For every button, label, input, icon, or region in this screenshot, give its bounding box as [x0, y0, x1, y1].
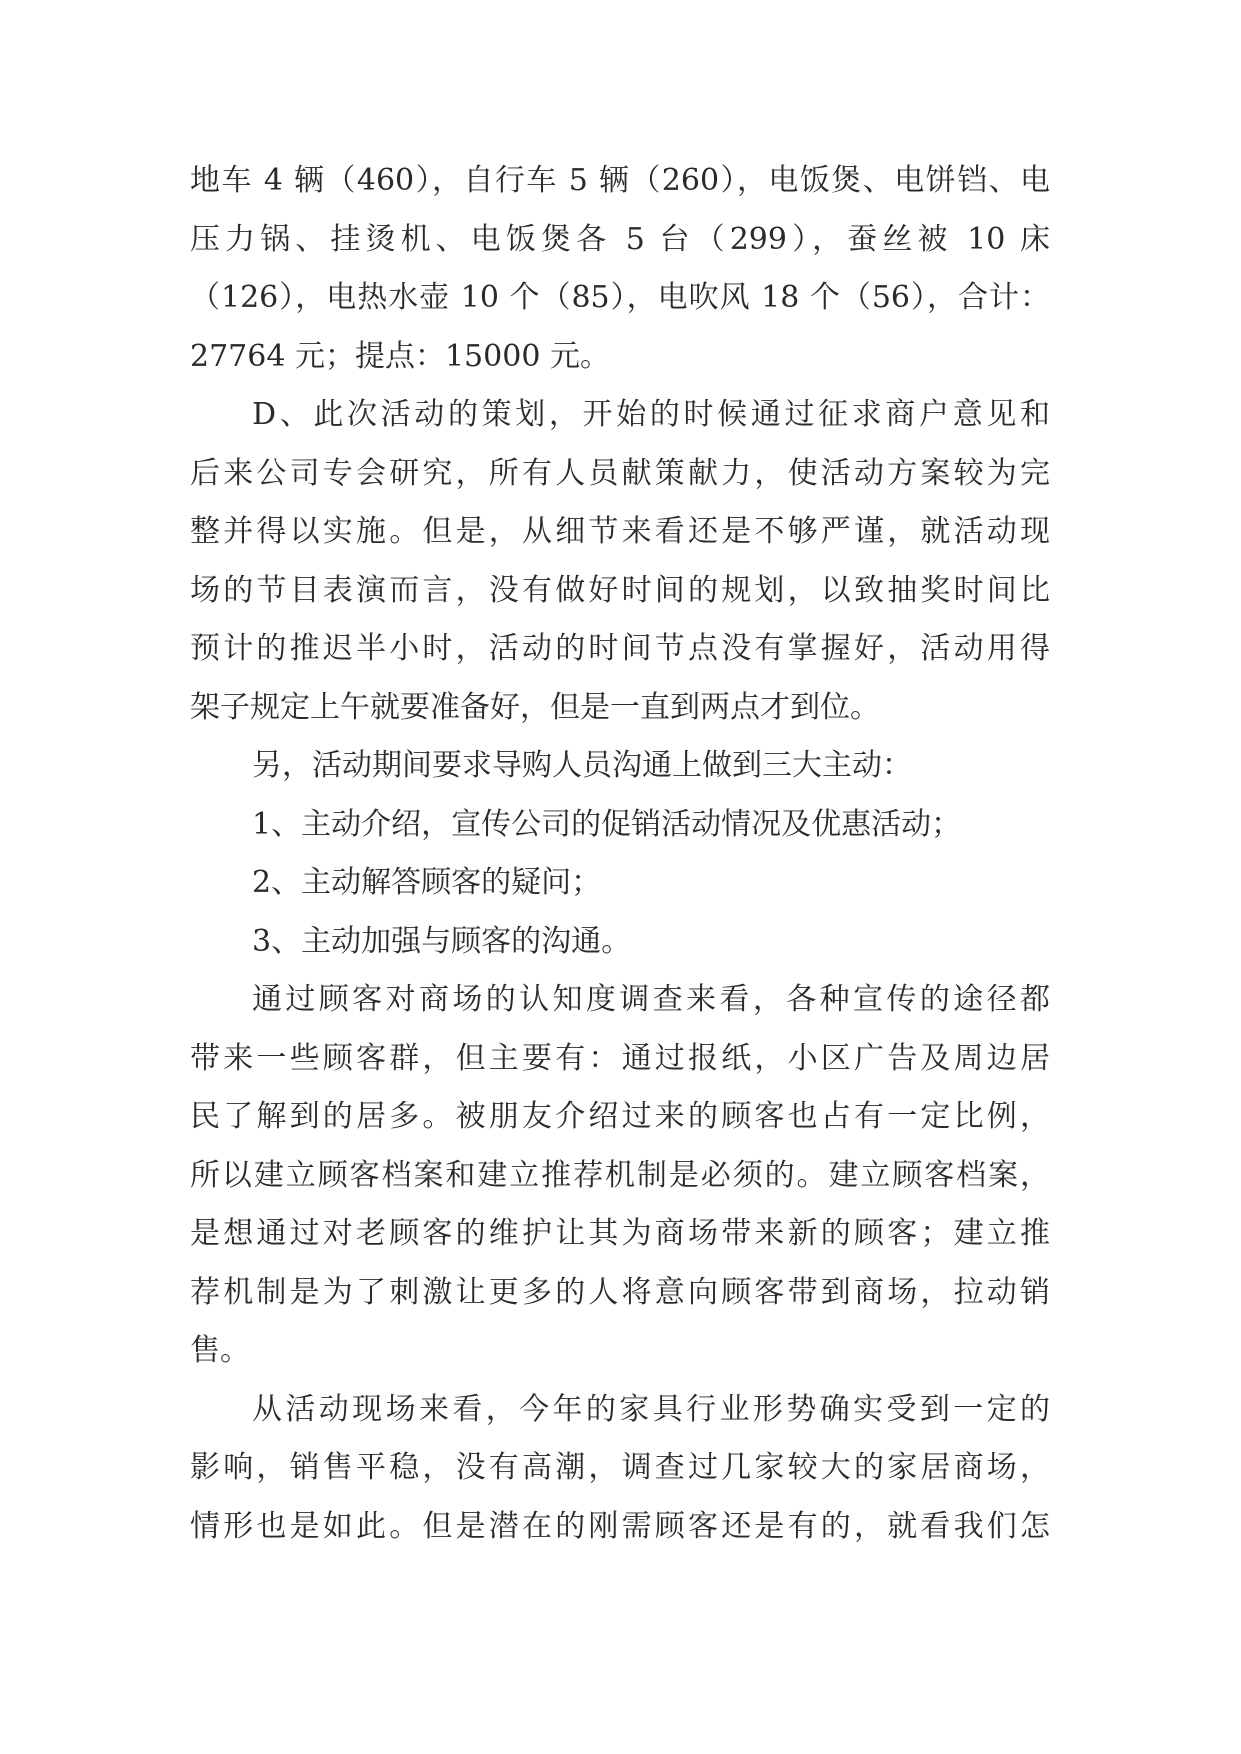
text-line: 情形也是如此。但是潜在的刚需顾客还是有的，就看我们怎 — [190, 1508, 1050, 1544]
list-item-3 — [190, 913, 1050, 972]
list-item-1 — [190, 796, 1050, 855]
text-line: 压力锅、挂烫机、电饭煲各 5 台（299），蚕丝被 10 床 — [190, 221, 1050, 257]
text-line: 预计的推迟半小时，活动的时间节点没有掌握好，活动用得 — [190, 631, 1050, 666]
text-line: 另，活动期间要求导购人员沟通上做到三大主动： — [252, 748, 912, 783]
paragraph-market-situation — [190, 1381, 1050, 1557]
list-item-2 — [190, 854, 1050, 913]
text-line: 带来一些顾客群，但主要有：通过报纸，小区广告及周边居 — [190, 1040, 1050, 1076]
text-line: 后来公司专会研究，所有人员献策献力，使活动方案较为完 — [190, 455, 1050, 491]
text-line: 通过顾客对商场的认知度调查来看，各种宣传的途径都 — [252, 982, 1050, 1017]
text-line: 1、主动介绍，宣传公司的促销活动情况及优惠活动； — [252, 806, 962, 842]
text-line: 场的节目表演而言，没有做好时间的规划，以致抽奖时间比 — [190, 572, 1050, 608]
text-line: 售。 — [190, 1333, 250, 1368]
text-line: 是想通过对老顾客的维护让其为商场带来新的顾客；建立推 — [190, 1216, 1050, 1251]
document-page — [190, 152, 1050, 1556]
paragraph-customer-survey — [190, 971, 1050, 1381]
text-line: 架子规定上午就要准备好，但是一直到两点才到位。 — [190, 689, 880, 725]
text-line: 3、主动加强与顾客的沟通。 — [252, 923, 632, 959]
text-line: （126），电热水壶 10 个（85），电吹风 18 个（56），合计： — [190, 280, 1050, 315]
paragraph-three-initiatives-intro — [190, 737, 1050, 796]
text-line: 27764 元；提点：15000 元。 — [190, 338, 610, 374]
paragraph-planning-review — [190, 386, 1050, 737]
text-line: 2、主动解答顾客的疑问； — [252, 865, 602, 900]
text-line: 民了解到的居多。被朋友介绍过来的顾客也占有一定比例， — [190, 1099, 1050, 1134]
text-line: D、此次活动的策划，开始的时候通过征求商户意见和 — [252, 397, 1050, 432]
text-line: 整并得以实施。但是，从细节来看还是不够严谨，就活动现 — [190, 514, 1050, 549]
text-line: 影响，销售平稳，没有高潮，调查过几家较大的家居商场， — [190, 1450, 1050, 1485]
text-line: 地车 4 辆（460），自行车 5 辆（260），电饭煲、电饼铛、电 — [190, 163, 1050, 198]
text-line: 荐机制是为了刺激让更多的人将意向顾客带到商场，拉动销 — [190, 1274, 1050, 1310]
text-line: 从活动现场来看，今年的家具行业形势确实受到一定的 — [252, 1391, 1050, 1427]
text-line: 所以建立顾客档案和建立推荐机制是必须的。建立顾客档案， — [190, 1157, 1050, 1193]
paragraph-prize-list — [190, 152, 1050, 386]
